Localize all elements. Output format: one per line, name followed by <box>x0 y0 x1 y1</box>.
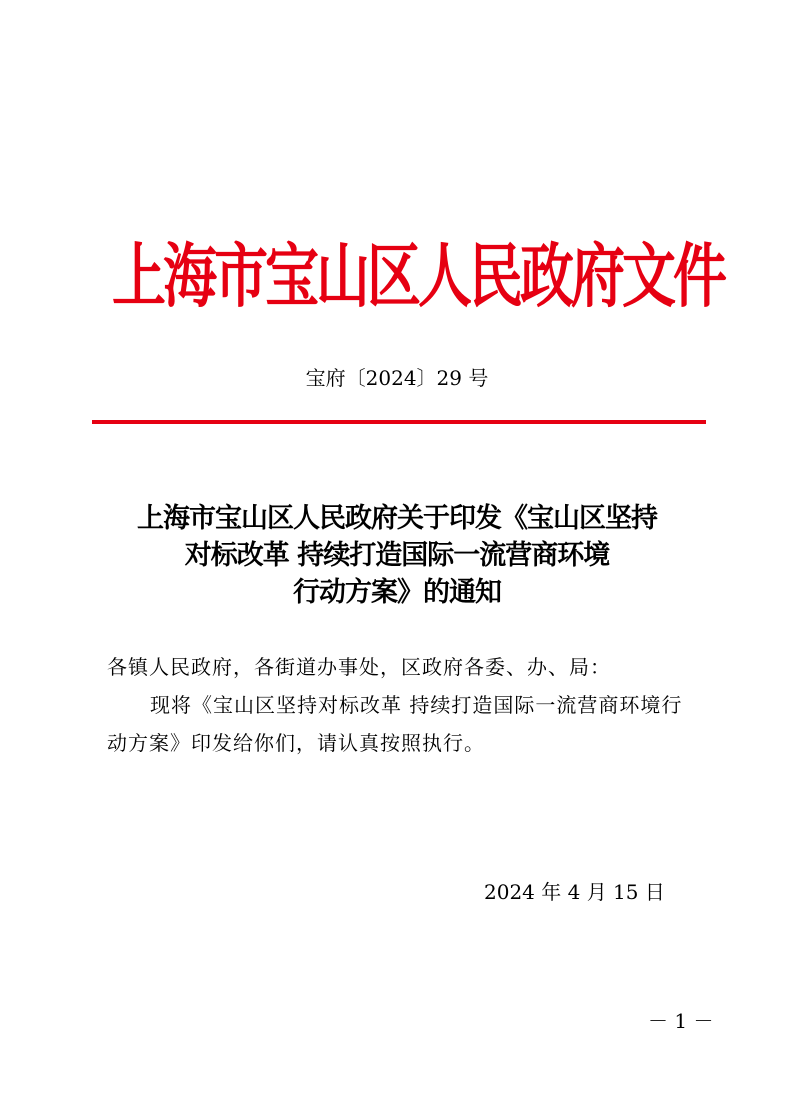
notice-title-line: 对标改革 持续打造国际一流营商环境 <box>184 540 610 571</box>
notice-title-line: 上海市宝山区人民政府关于印发《宝山区坚持 <box>137 503 657 534</box>
body-paragraph-line: 现将《宝山区坚持对标改革 持续打造国际一流营商环境行 <box>150 693 683 717</box>
document-header-title: 上海市宝山区人民政府文件 <box>112 236 724 317</box>
red-separator-line <box>92 420 706 424</box>
body-paragraph-line: 动方案》印发给你们，请认真按照执行。 <box>107 731 485 755</box>
notice-title <box>90 500 704 611</box>
addressee-line: 各镇人民政府，各街道办事处，区政府各委、办、局： <box>107 655 611 679</box>
page-number: － 1 － <box>648 1009 714 1033</box>
notice-title-line: 行动方案》的通知 <box>293 577 501 608</box>
issue-date: 2024 年 4 月 15 日 <box>484 880 665 904</box>
document-number: 宝府〔2024〕29 号 <box>305 366 489 390</box>
